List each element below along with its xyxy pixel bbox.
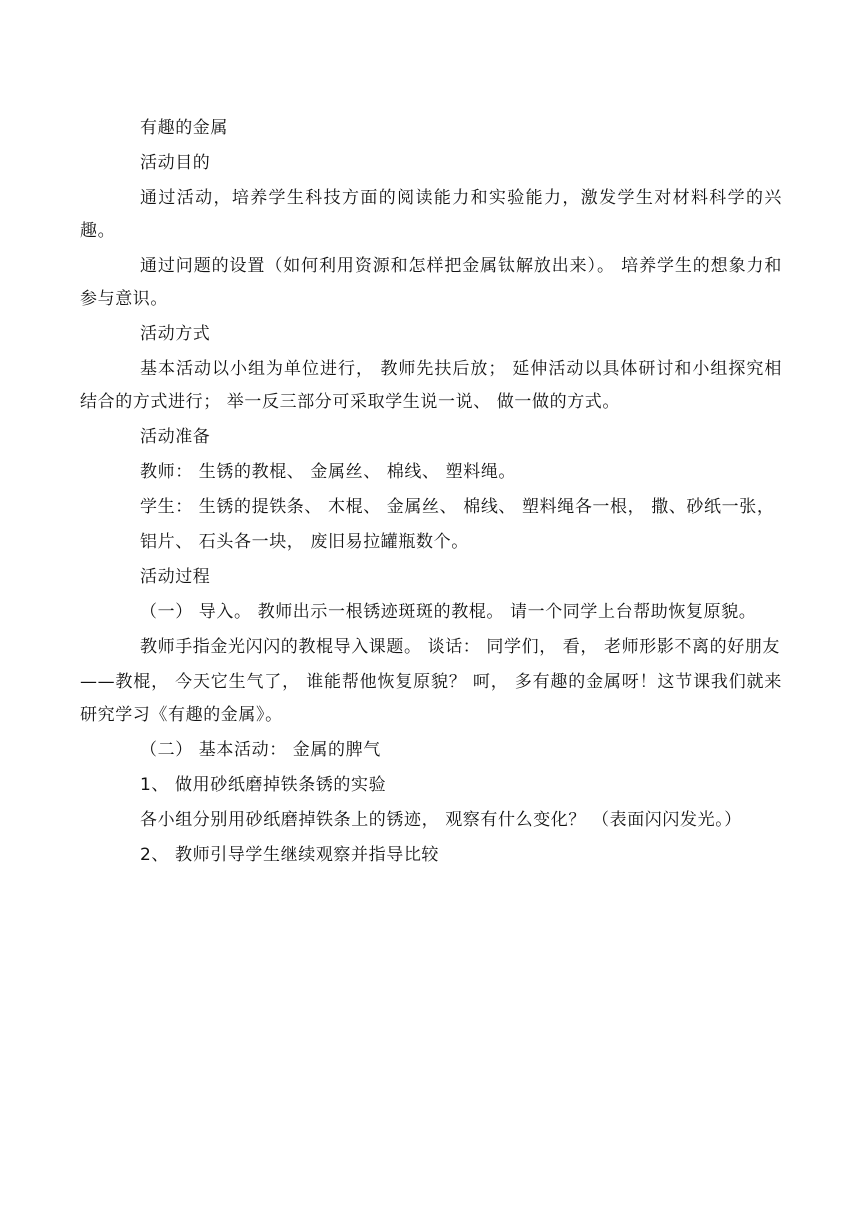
paragraph-purpose-1: 通过活动，培养学生科技方面的阅读能力和实验能力，激发学生对材料科学的兴趣。 [80,188,782,241]
document-body [80,112,782,872]
paragraph-student-materials-cont: 铝片、 石头各一块， 废旧易拉罐瓶数个。 [140,532,469,552]
section-heading-method: 活动方式 [140,324,211,344]
step-1: 1、 做用砂纸磨掉铁条锈的实验 [140,775,387,795]
section-heading-process: 活动过程 [140,567,211,587]
doc-title: 有趣的金属 [140,118,228,138]
section-heading-basic-activity: （二） 基本活动： 金属的脾气 [140,740,381,760]
paragraph-intro-talk-cont: ——教棍， 今天它生气了， 谁能帮他恢复原貌？ 呵， 多有趣的金属呀！这节课我们就来研究学习《有趣的金属》。 [80,672,782,725]
paragraph-intro-talk: 教师手指金光闪闪的教棍导入课题。 谈话： 同学们， 看， 老师形影不离的好朋友 [140,637,781,657]
paragraph-intro: （一） 导入。 教师出示一根锈迹斑斑的教棍。 请一个同学上台帮助恢复原貌。 [140,602,757,622]
section-heading-purpose: 活动目的 [140,153,211,173]
paragraph-step-1-detail: 各小组分别用砂纸磨掉铁条上的锈迹， 观察有什么变化？ （表面闪闪发光。） [140,810,742,830]
paragraph-student-materials: 学生： 生锈的提铁条、 木棍、 金属丝、 棉线、 塑料绳各一根， 撒、砂纸一张， [140,497,775,517]
paragraph-teacher-materials: 教师： 生锈的教棍、 金属丝、 棉线、 塑料绳。 [140,462,517,482]
paragraph-method: 基本活动以小组为单位进行， 教师先扶后放； 延伸活动以具体研讨和小组探究相结合的方式进行； 举一反三部分可采取学生说一说、 做一做的方式。 [80,359,782,412]
paragraph-purpose-2: 通过问题的设置（如何利用资源和怎样把金属钛解放出来）。 培养学生的想象力和参与意识。 [80,256,782,309]
section-heading-preparation: 活动准备 [140,427,211,447]
step-2: 2、 教师引导学生继续观察并指导比较 [140,845,440,865]
